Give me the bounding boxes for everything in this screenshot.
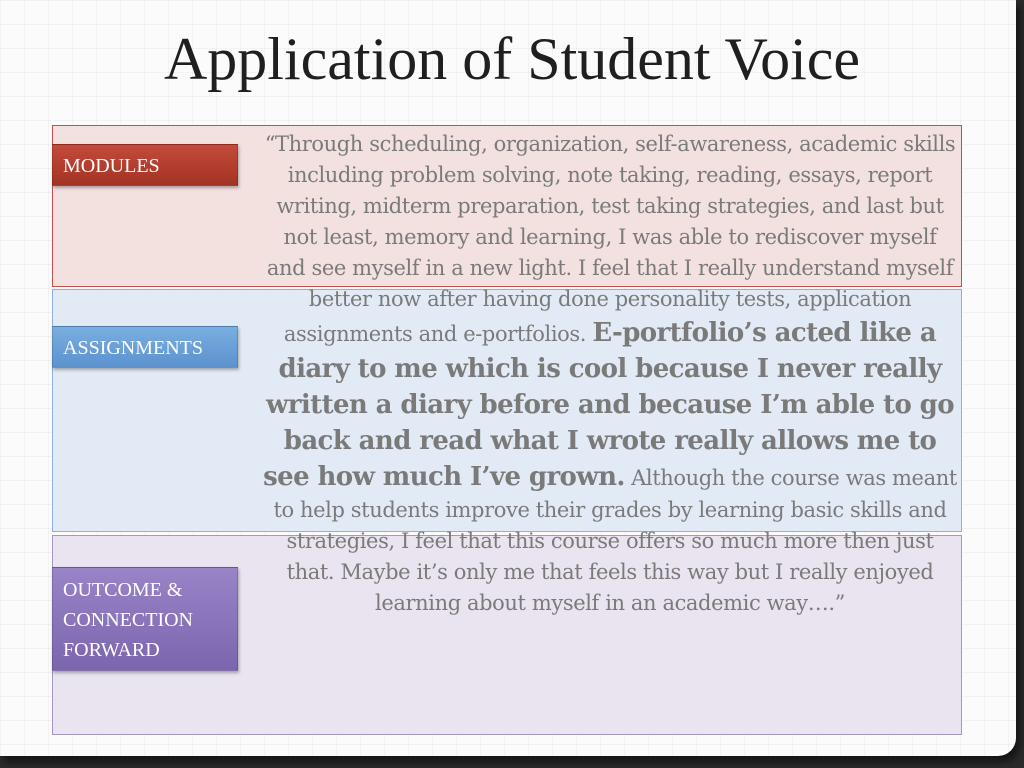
slide-title: Application of Student Voice — [163, 26, 861, 92]
quote-part-2: Although the course was meant to help students improve their grades by learning basic skills and strategies, I feel that this course offers so much more then just that. Maybe it’s only me that feels this way but I really enjoyed learning about myself in an academic way….” — [273, 466, 957, 615]
quote-part-1: “Through scheduling, organization, self-awareness, academic skills including problem solving, note taking, reading, essays, report writing, midterm preparation, test taking strategies, and last but not least, memory and learning, I was able to rediscover myself and see myself in a new light. I feel that I really understand myself better now after having done personality tests, application assignments and e-portfolios. — [264, 132, 956, 346]
outcome-label: OUTCOME & CONNECTION FORWARD — [52, 567, 238, 671]
quote-emphasis: E-portfolio’s acted like a diary to me which is cool because I never really written a diary before and because I’m able to go back and read what I wrote really allows me to see how much I’ve grown. — [263, 318, 954, 492]
modules-label: MODULES — [52, 144, 238, 186]
student-quote — [262, 129, 958, 619]
assignments-label: ASSIGNMENTS — [52, 326, 238, 368]
